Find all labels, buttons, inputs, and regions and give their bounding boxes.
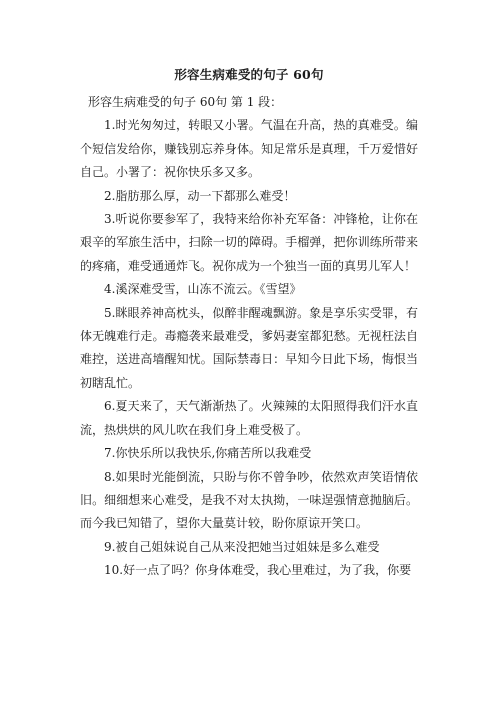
paragraph-2: 2.脂肪那么厚，动一下都那么难受！ (104, 188, 296, 203)
paragraph-4: 4.溪深难受雪，山冻不流云。《雪望》 (104, 282, 302, 297)
paragraph-1: 1.时光匆匆过，转眼又小署。气温在升高，热的真难受。编个短信发给你，赚钱别忘养身体。知足常乐是真理，千万爱惜好自己。小署了：祝你快乐多又多。 (80, 118, 418, 180)
document-subtitle: 形容生病难受的句子 60句 第 1 段： (88, 95, 283, 109)
paragraph-8: 8.如果时光能倒流，只盼与你不曾争吵，依然欢声笑语情依旧。细细想来心难受，是我不对太执拗，一味逞强情意抛脑后。而今我已知错了，望你大量莫计较，盼你原谅开笑口。 (80, 469, 418, 531)
paragraph-3: 3.听说你要参军了，我特来给你补充军备：冲锋枪，让你在艰辛的军旅生活中，扫除一切的障碍。手榴弹，把你训练所带来的疼痛，难受通通炸飞。祝你成为一个独当一面的真男儿军人！ (80, 212, 418, 273)
paragraph-6: 6.夏天来了，天气渐渐热了。火辣辣的太阳照得我们汗水直流，热烘烘的风儿吹在我们身上难受极了。 (80, 399, 418, 437)
paragraph-5: 5.眯眼养神高枕头，似醉非醒魂飘游。象是享乐实受罪，有体无魄难行走。毒瘾袭来最难受，爹妈妻室都犯愁。无视枉法自难控，送进高墙醒知忧。国际禁毒日：早知今日此下场，悔恨当初瞎乱忙。 (80, 305, 418, 390)
document-title: 形容生病难受的句子 60句 (174, 67, 324, 82)
paragraph-10: 10.好一点了吗？你身体难受，我心里难过，为了我，你要 (104, 563, 412, 578)
paragraph-9: 9.被自己姐妹说自己从来没把她当过姐妹是多么难受 (104, 539, 380, 554)
paragraph-7: 7.你快乐所以我快乐,你痛苦所以我难受 (104, 446, 312, 461)
